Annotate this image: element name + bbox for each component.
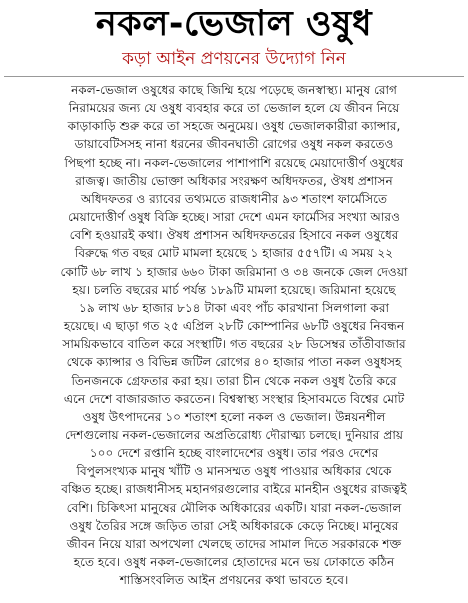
article-line: বেশি। চিকিৎসা মানুষের মৌলিক অধিকারের একটি। যারা নকল-ভেজাল [66, 500, 402, 515]
article-line: বিরুদ্ধে গত বছর মোট মামলা হয়েছে ১ হাজার ৫৫৭টি। এ সময় ২২ [74, 246, 394, 261]
article-line: নিরাময়ের জন্য যে ওষুধ ব্যবহার করে তা ভেজাল হলে যে জীবন নিয়ে [68, 101, 400, 116]
article-line: অধিদফতর ও র‌্যাবের তথ্যমতে রাজধানীর ৯৩ শতাংশ ফার্মেসিতে [80, 191, 388, 206]
article-body [4, 81, 464, 589]
article-line: কাড়াকাড়ি শুরু করে তা সহজে অনুমেয়। ওষুধ ভেজালকারীরা ক্যান্সার, [67, 119, 401, 134]
article-line: দেশগুলোয় নকল-ভেজালের অপ্রতিরোধ্য দৌরাত্ম্য চলছে। দুনিয়ার প্রায় [65, 427, 403, 442]
article-line: সাময়িকভাবে বাতিল করে সংস্থাটি। গত বছরের ২৮ ডিসেম্বর তাঁতীবাজার [62, 337, 406, 352]
article-line: শাস্তিসংবলিত আইন প্রণয়নের কথা ভাবতে হবে। [119, 573, 349, 588]
article-line: হয়েছে। এ ছাড়া গত ২৫ এপ্রিল ২৮টি কোম্পানির ৬৮টি ওষুধের নিবন্ধন [63, 319, 405, 334]
divider [4, 76, 464, 77]
article-line: বঞ্চিত হচ্ছে। রাজধানীসহ মহানগরগুলোর বাইরে মানহীন ওষুধের রাজত্বই [61, 482, 407, 497]
article-line: রাজত্ব। জাতীয় ভোক্তা অধিকার সংরক্ষণ অধিদফতর, ঔষধ প্রশাসন [75, 173, 393, 188]
article-line: থেকে ক্যান্সার ও বিভিন্ন জটিল রোগের ৪০ হাজার পাতা নকল ওষুধসহ [66, 355, 402, 370]
article-line: ওষুধ তৈরির সঙ্গে জড়িত তারা সেই অধিকারকে কেড়ে নিচ্ছে। মানুষের [69, 518, 399, 533]
article-line: কোটি ৬৮ লাখ ১ হাজার ৬৬০ টাকা জরিমানা ও ৩৪ জনকে জেল দেওয়া [60, 264, 408, 279]
article-line: ১০০ দেশে রপ্তানি হচ্ছে বাংলাদেশের ওষুধ। তার পরও দেশের [89, 446, 379, 461]
article-line: ডায়াবেটিসসহ নানা ধরনের জীবনঘাতী রোগের ওষুধ নকল করতেও [74, 137, 394, 152]
headline: নকল-ভেজাল ওষুধ [95, 4, 373, 44]
article-line: ওষুধ উৎপাদনের ১০ শতাংশ হলো নকল ও ভেজাল। উন্নয়নশীল [82, 409, 386, 424]
article-line: হতে হবে। ওষুধ নকল-ভেজালের হোতাদের মনে ভয় ঢোকাতে কঠিন [73, 555, 395, 570]
subheading: কড়া আইন প্রণয়নের উদ্যোগ নিন [122, 49, 346, 69]
article-line: নকল-ভেজাল ওষুধের কাছে জিম্মি হয়ে পড়েছে জনস্বাস্থ্য। মানুষ রোগ [71, 83, 397, 97]
article-line: মেয়াদোত্তীর্ণ ওষুধ বিক্রি হচ্ছে। সারা দেশে এমন ফার্মেসির সংখ্যা আরও [68, 210, 400, 225]
article-line: হয়। চলতি বছরের মার্চ পর্যন্ত ১৮৯টি মামলা হয়েছে। জরিমানা হয়েছে [72, 282, 396, 297]
article-line: জীবন নিয়ে যারা অপখেলা খেলছে তাদের সামাল দিতে সরকারকে শক্ত [66, 536, 402, 551]
article-line: বিপুলসংখ্যক মানুষ খাঁটি ও মানসম্মত ওষুধ পাওয়ার অধিকার থেকে [76, 464, 392, 479]
article-line: এনে দেশে বাজারজাত করতেন। বিশ্বস্বাস্থ্য সংস্থার হিসাবমতে বিশ্বের মোট [63, 391, 405, 406]
article-line: পিছপা হচ্ছে না। নকল-ভেজালের পাশাপাশি রয়েছে মেয়াদোত্তীর্ণ ওষুধের [64, 155, 404, 170]
article-line: তিনজনকে গ্রেফতার করা হয়। তারা চীন থেকে নকল ওষুধ তৈরি করে [71, 373, 397, 388]
article-line: ১৯ লাখ ৬৮ হাজার ৮১৪ টাকা এবং পাঁচ কারখানা সিলগালা করা [79, 300, 389, 315]
article-line: বেশি হওয়ারই কথা। ঔষধ প্রশাসন অধিদফতরের হিসাবে নকল ওষুধের [69, 228, 399, 243]
